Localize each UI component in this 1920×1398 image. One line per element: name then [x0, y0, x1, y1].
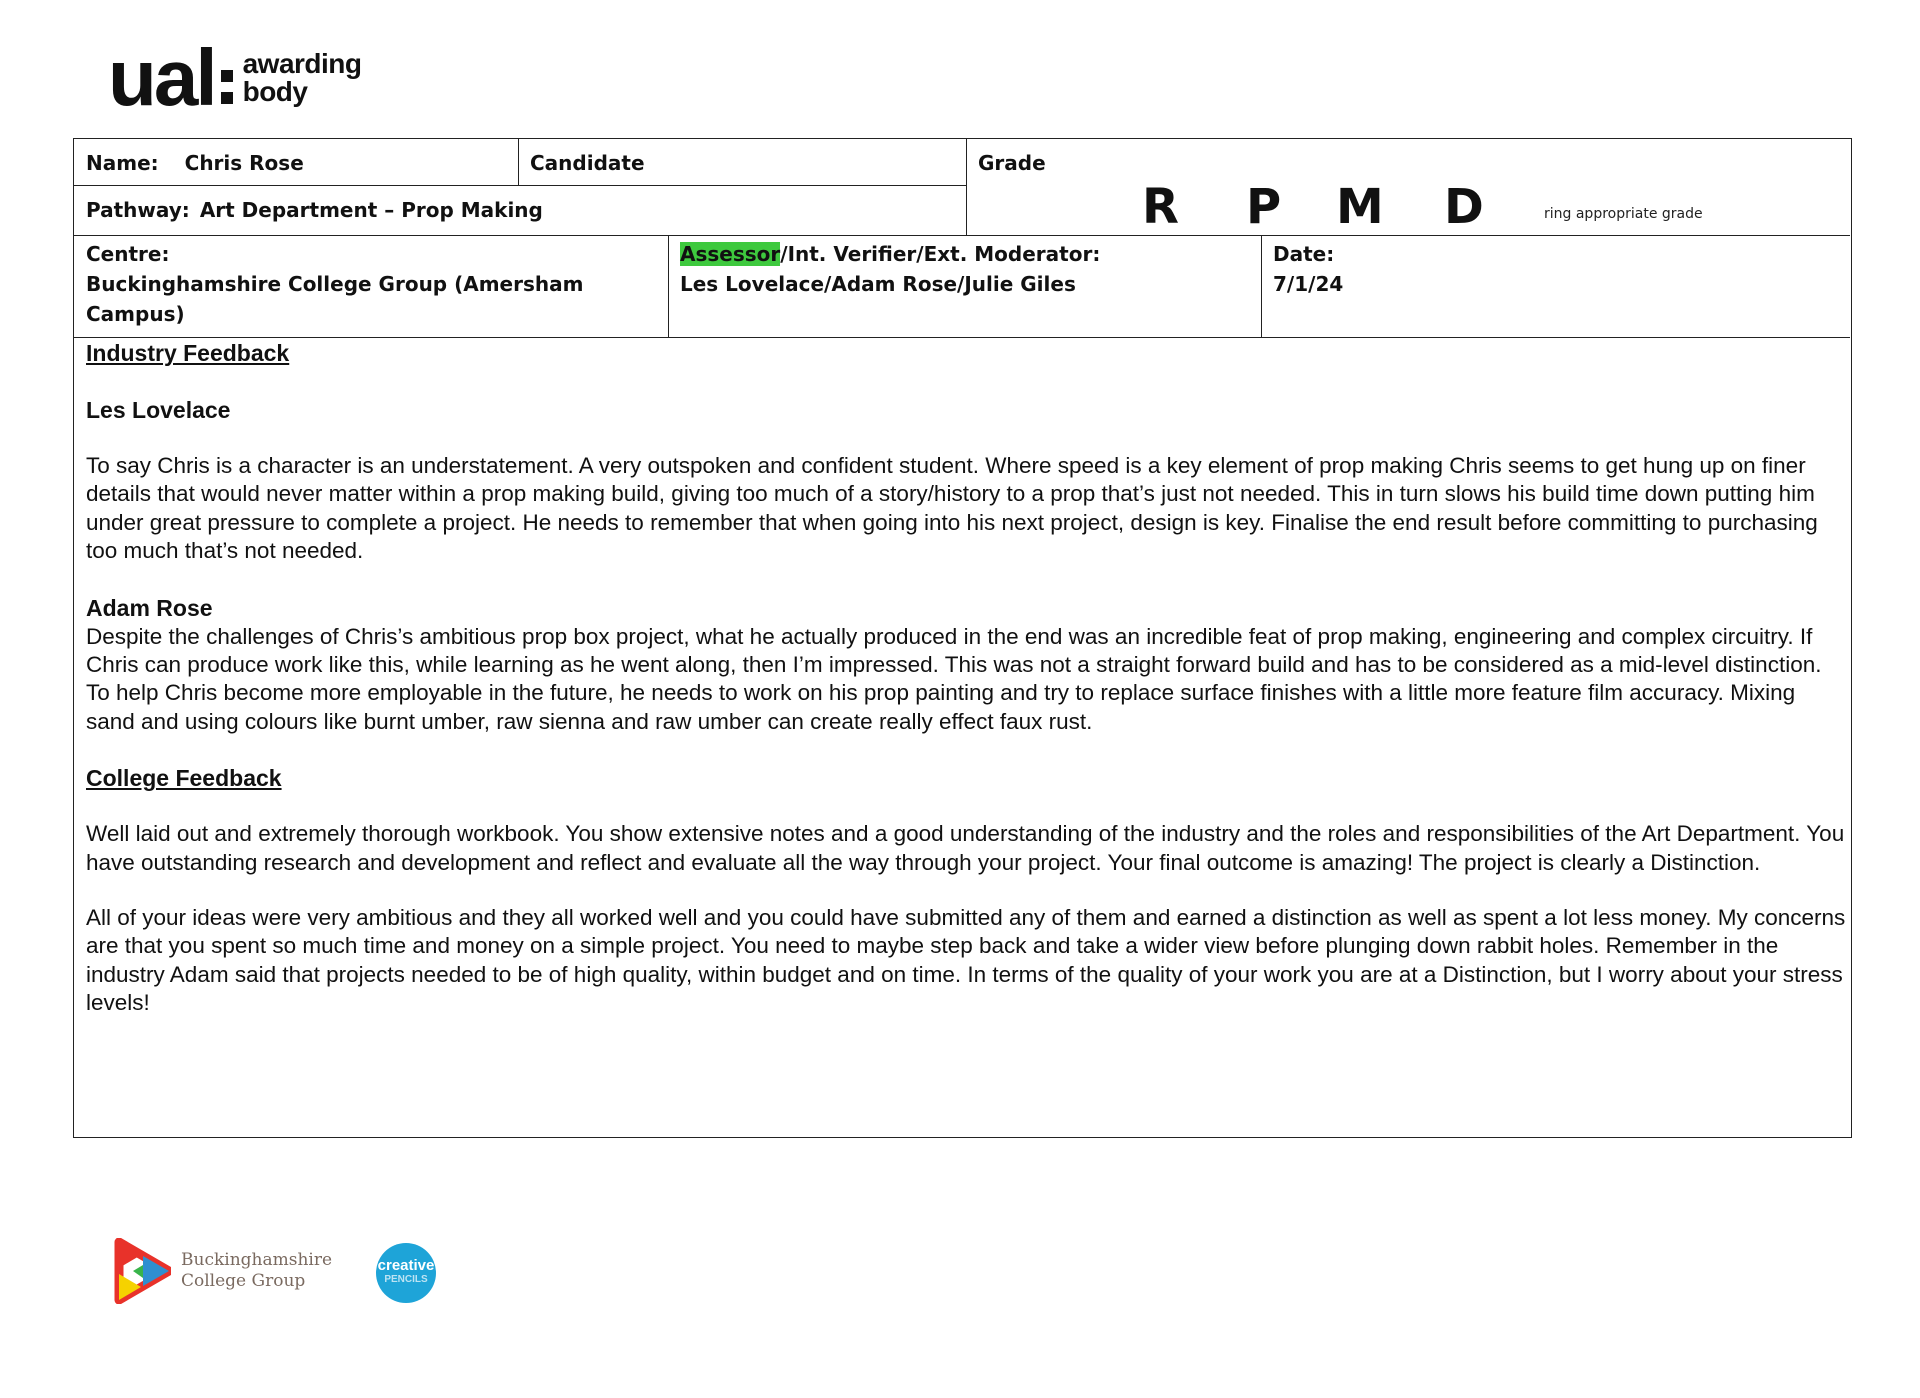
buckinghamshire-college-logo	[113, 1238, 332, 1304]
industry-feedback-heading: Industry Feedback	[86, 340, 290, 366]
bcg-name-line1: Buckinghamshire	[181, 1250, 333, 1270]
creative-badge-text: creative	[377, 1257, 435, 1274]
date-cell	[1273, 239, 1833, 299]
centre-cell	[86, 239, 664, 329]
candidate-cell	[530, 141, 960, 185]
grade-option-d: D	[1444, 179, 1484, 235]
creative-badge-subtext: PENCILS	[384, 1274, 428, 1285]
centre-label: Centre:	[86, 242, 170, 266]
divider	[1261, 235, 1262, 337]
name-label: Name:	[86, 151, 159, 175]
feedback-section	[86, 338, 1848, 1018]
name-value: Chris Rose	[184, 151, 304, 175]
college-feedback-paragraph-2: All of your ideas were very ambitious and they all worked well and you could have submitted any of them and earned a distinction as well as spent a lot less money. My concerns are that you spent so much time and money on a simple project. You need to maybe step back and take a wider view before plunging down rabbit holes. Remember in the industry Adam said that projects needed to be of high quality, within budget and on time. In terms of the quality of your work you are at a Distinction, but I worry about your stress levels!	[86, 905, 1846, 1016]
assessor-highlight: Assessor	[680, 242, 781, 266]
assessor-label	[680, 239, 1256, 269]
college-feedback-heading: College Feedback	[86, 765, 282, 792]
grade-instruction: ring appropriate grade	[1544, 206, 1703, 222]
ual-logo-colon-icon	[221, 39, 233, 117]
les-lovelace-name: Les Lovelace	[86, 397, 231, 423]
grade-label: Grade	[978, 151, 1046, 175]
assessor-label-rest: /Int. Verifier/Ext. Moderator:	[780, 242, 1101, 266]
grade-option-m: M	[1336, 179, 1384, 235]
date-value: 7/1/24	[1273, 272, 1344, 296]
creative-badge-logo	[376, 1243, 436, 1303]
divider	[668, 235, 669, 337]
centre-value: Buckinghamshire College Group (Amersham Campus)	[86, 272, 584, 326]
assessor-value: Les Lovelace/Adam Rose/Julie Giles	[680, 272, 1076, 296]
pathway-cell	[86, 187, 956, 233]
adam-rose-feedback: Despite the challenges of Chris’s ambitious prop box project, what he actually produced in the end was an incredible feat of prop making, engineering and complex circuitry. If Chris can produce work like this, while learning as he went along, then I’m impressed. This was not a straight forward build and has to be considered as a mid-level distinction. To help Chris become more employable in the future, he needs to work on his prop painting and try to replace surface finishes with a little more feature film accuracy. Mixing sand and using colours like burnt umber, raw sienna and raw umber can create really effect faux rust.	[86, 623, 1822, 734]
divider	[74, 185, 966, 186]
pathway-value: Art Department – Prop Making	[199, 198, 543, 222]
bcg-name	[181, 1250, 332, 1292]
adam-rose-name: Adam Rose	[86, 594, 213, 621]
ual-awarding-body-logo	[108, 33, 362, 122]
pathway-label: Pathway:	[86, 198, 190, 222]
divider	[74, 235, 1850, 236]
divider	[518, 139, 519, 185]
ual-logo-word: ual	[108, 33, 215, 122]
bcg-play-icon	[113, 1238, 171, 1304]
candidate-label: Candidate	[530, 151, 645, 175]
assessor-cell	[680, 239, 1256, 299]
ual-logo-sub-line2: body	[242, 76, 308, 107]
date-label: Date:	[1273, 242, 1335, 266]
ual-logo-sub-line1: awarding	[242, 48, 362, 79]
name-cell	[86, 141, 516, 185]
ual-logo-subtitle	[243, 50, 362, 106]
bcg-name-line2: College Group	[181, 1271, 306, 1291]
divider	[966, 139, 967, 235]
college-feedback-paragraph-1: Well laid out and extremely thorough workbook. You show extensive notes and a good understanding of the industry and the roles and responsibilities of the Art Department. You have outstanding research and development and reflect and evaluate all the way through your project. Your final outcome is amazing! The project is clearly a Distinction.	[86, 821, 1845, 875]
grade-option-p: P	[1246, 179, 1282, 235]
les-lovelace-feedback: To say Chris is a character is an understatement. A very outspoken and confident student. Where speed is a key element of prop making Chris seems to get hung up on finer details that would never matter within a prop making build, giving too much of a story/history to a prop that’s just not needed. This in turn slows his build time down putting him under great pressure to complete a project. He needs to remember that when going into his next project, design is key. Finalise the end result before committing to purchasing too much that’s not needed.	[86, 453, 1818, 564]
grade-option-r: R	[1142, 179, 1179, 235]
